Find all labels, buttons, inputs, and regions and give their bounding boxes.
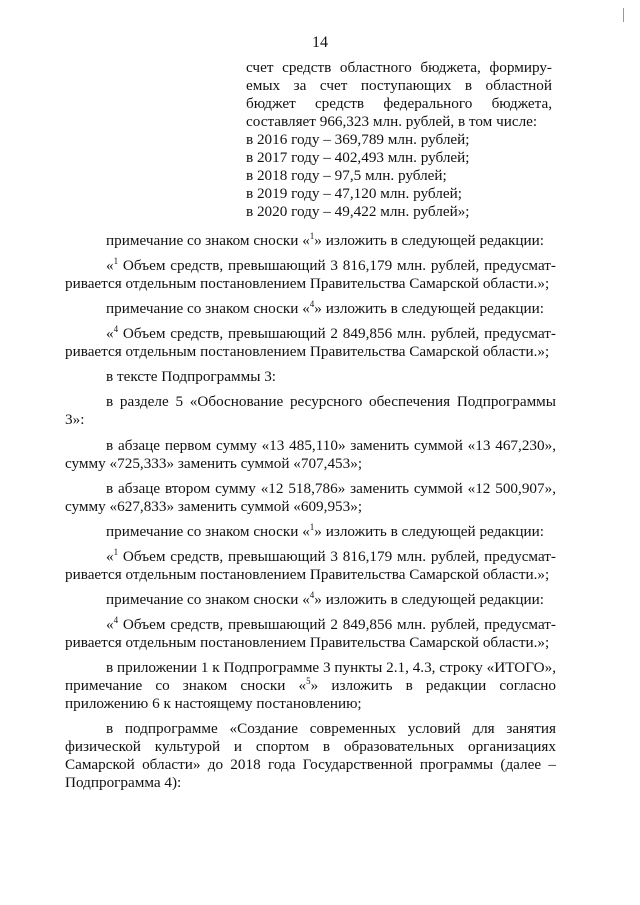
footnote-mark: 1 xyxy=(309,521,315,532)
paragraph: в тексте Подпрограммы 3: xyxy=(106,368,277,386)
paragraph: «$^4$ Объем средств, превышающий 2 849,856 млн. рублей, предусмат- ривается отдельным постановлением Правительства Самарской области.»; xyxy=(65,615,556,652)
funding-line: составляет 966,323 млн. рублей, в том числе: xyxy=(246,113,538,130)
footnote-mark: 1 xyxy=(113,546,119,557)
paragraph: в абзаце втором сумму «12 518,786» заменить суммой «12 500,907», сумму «627,833» заменить суммой «609,953»; xyxy=(65,479,556,515)
footnote-mark: 4 xyxy=(113,615,119,626)
funding-line: емых за счет поступающих в областной xyxy=(246,77,552,94)
paragraph: примечание со знаком сноски «$^4$» изложить в следующей редакции: xyxy=(106,589,545,608)
funding-line: счет средств областного бюджета, формиру- xyxy=(246,59,552,76)
page-number: 14 xyxy=(312,34,328,51)
footnote-mark: 4 xyxy=(309,589,315,600)
funding-year-line: в 2018 году – 97,5 млн. рублей; xyxy=(246,167,447,184)
paragraph: «$^1$ Объем средств, превышающий 3 816,179 млн. рублей, предусмат- ривается отдельным постановлением Правительства Самарской области.»; xyxy=(65,256,556,293)
funding-year-line: в 2016 году – 369,789 млн. рублей; xyxy=(246,131,470,148)
footnote-mark: 4 xyxy=(309,299,315,310)
scan-edge-mark xyxy=(623,8,630,22)
funding-year-line: в 2017 году – 402,493 млн. рублей; xyxy=(246,149,470,166)
paragraph: в приложении 1 к Подпрограмме 3 пункты 2.1, 4.3, строку «ИТОГО», примечание со знаком сноски «$^5$» изложить в редакции согласно приложению 6 к настоящему постановлению; xyxy=(65,659,557,713)
funding-year-line: в 2020 году – 49,422 млн. рублей»; xyxy=(246,203,470,220)
paragraph: в абзаце первом сумму «13 485,110» заменить суммой «13 467,230», сумму «725,333» заменить суммой «707,453»; xyxy=(65,436,556,472)
footnote-mark: 1 xyxy=(309,231,315,241)
funding-year-line: в 2019 году – 47,120 млн. рублей; xyxy=(246,185,462,202)
paragraph: примечание со знаком сноски «$^1$» изложить в следующей редакции: xyxy=(106,231,545,249)
footnote-mark: 4 xyxy=(113,324,119,335)
funding-block xyxy=(246,59,552,221)
paragraph: в подпрограмме «Создание современных условий для занятия физической культурой и спортом в образовательных организациях Самарской области» до 2018 года Государственной программы (далее – Подпрограмма 4): xyxy=(65,720,556,792)
funding-line: бюджет средств федерального бюджета, xyxy=(246,95,552,112)
paragraph: «$^1$ Объем средств, превышающий 3 816,179 млн. рублей, предусмат- ривается отдельным постановлением Правительства Самарской области.»; xyxy=(65,546,556,583)
body-text xyxy=(65,232,556,799)
paragraph: в разделе 5 «Обоснование ресурсного обеспечения Подпрограммы 3»: xyxy=(65,393,556,429)
footnote-mark: 1 xyxy=(113,256,119,267)
paragraph: примечание со знаком сноски «$^4$» изложить в следующей редакции: xyxy=(106,299,545,318)
paragraph: «$^4$ Объем средств, превышающий 2 849,856 млн. рублей, предусмат- ривается отдельным постановлением Правительства Самарской области.»; xyxy=(65,324,556,361)
footnote-mark: 5 xyxy=(306,676,311,687)
paragraph: примечание со знаком сноски «$^1$» изложить в следующей редакции: xyxy=(106,521,545,540)
